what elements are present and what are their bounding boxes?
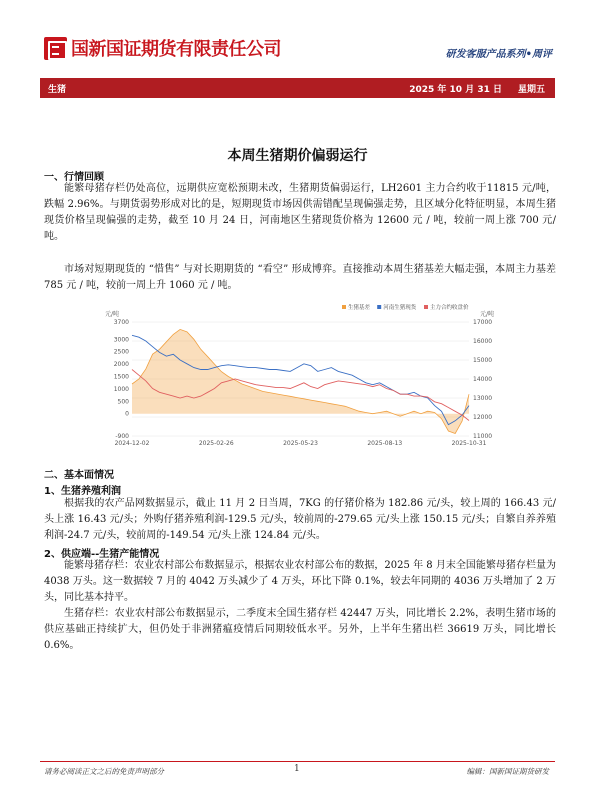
right-tick-label: 15000 [473, 357, 493, 364]
subheading-profit: 1、生猪养殖利润 [44, 486, 121, 497]
left-tick-label: 3700 [113, 319, 129, 326]
right-tick-label: 11000 [473, 433, 493, 440]
paragraph-market-2: 市场对短期现货的 “惜售” 与对长期期货的 “看空” 形成博弈。直接推动本周生猪基差大幅走强，本周主力基差 785 元 / 吨，较前一周上升 1060 元 / 吨。 [44, 264, 556, 291]
report-date: 2025 年 10 月 31 日 [409, 85, 502, 95]
report-weekday: 星期五 [517, 85, 545, 95]
page-header [0, 0, 595, 80]
legend-swatch [377, 305, 381, 309]
legend-swatch [424, 305, 428, 309]
left-tick-label: 1000 [113, 385, 129, 393]
paragraph-sows: 能繁母猪存栏：农业农村部公布数据显示，根据农业农村部公布的数据，2025 年 8 月末全国能繁母猪存栏量为 4038 万头。这一数据较 7 月的 4042 万头减少了 4 万头，环比下降 0.1%，较去年同期的 4036 万头增加了 2 万头，同比基本持平。 [44, 560, 556, 603]
left-tick-label: 2000 [113, 361, 129, 369]
category-bar [40, 78, 555, 98]
right-tick-label: 13000 [473, 395, 493, 402]
x-tick-label: 2025-05-23 [283, 440, 318, 447]
x-tick-label: 2025-10-31 [451, 440, 487, 447]
left-tick-label: 1500 [113, 373, 129, 381]
right-axis-unit: 元/吨 [480, 311, 494, 318]
basis-price-chart [104, 302, 494, 450]
chart-legend [342, 303, 469, 311]
left-tick-label: 0 [125, 410, 129, 418]
series-area-fill [132, 329, 469, 433]
section-heading-market-review: 一、行情回顾 [44, 172, 104, 183]
company-name: 国新国证期货有限责任公司 [71, 39, 281, 60]
legend-label: 生猪基差 [348, 305, 371, 311]
company-logo-icon [44, 37, 67, 60]
report-series: 研发客服产品系列•周评 [445, 49, 552, 60]
legend-label: 主力合约收盘价 [430, 305, 469, 311]
right-tick-label: 16000 [473, 338, 493, 345]
subheading-supply: 2、供应端--生猪产能情况 [44, 549, 160, 560]
paragraph-market-1: 能繁母猪存栏仍处高位，远期供应宽松预期未改，生猪期货偏弱运行，LH2601 主力合约收于11815 元/吨，跌幅 2.96%。与期货弱势形成对比的是，短期现货市场因供需错配呈现偏强走势，且区域分化特征明显，本周生猪现货价格呈现偏强的走势，截至 10 月 24 日，河南地区生猪现货价格为 12600 元 / 吨，较前一周上涨 700 元/吨。 [44, 183, 556, 242]
section-heading-fundamentals: 二、基本面情况 [44, 470, 114, 481]
left-tick-label: 2500 [113, 348, 129, 356]
left-tick-label: 3000 [113, 336, 129, 344]
footer-disclaimer: 请务必阅读正文之后的免责声明部分 [44, 767, 164, 776]
legend-label: 河南生猪现货 [383, 305, 417, 311]
left-tick-label: 500 [117, 398, 129, 406]
right-tick-label: 17000 [473, 319, 493, 326]
paragraph-profit: 根据我的农产品网数据显示，截止 11 月 2 日当周，7KG 的仔猪价格为 182.86 元/头，较上周的 166.43 元/头上涨 16.43 元/头；外购仔猪养殖利润-129.5 元/头，较前周的-279.65 元/头上涨 150.15 元/头；自繁自养养殖利润-24.7 元/头，较前周的-149.54 元/头上涨 124.84 元/头。 [44, 498, 556, 541]
x-tick-label: 2024-12-02 [114, 440, 150, 447]
x-tick-label: 2025-08-13 [367, 440, 403, 447]
right-tick-label: 14000 [473, 376, 493, 383]
paragraph-hogs: 生猪存栏：农业农村部公布数据显示，二季度末全国生猪存栏 42447 万头，同比增长 2.2%，表明生猪市场的供应基础正持续扩大，但仍处于非洲猪瘟疫情后同期较低水平。另外，上半年生猪出栏 36619 万头，同比增长 0.6%。 [44, 608, 556, 651]
footer-editor: 编辑：国新国证期货研发 [466, 767, 549, 776]
x-tick-label: 2025-02-26 [198, 440, 234, 447]
legend-swatch [342, 305, 346, 309]
report-title: 本周生猪期价偏弱运行 [227, 148, 368, 164]
left-tick-label: -900 [115, 433, 129, 440]
footer-divider [40, 761, 555, 762]
left-axis-unit: 元/吨 [105, 311, 120, 318]
page-number: 1 [294, 764, 300, 774]
category-label: 生猪 [48, 85, 67, 95]
right-tick-label: 12000 [473, 414, 493, 421]
